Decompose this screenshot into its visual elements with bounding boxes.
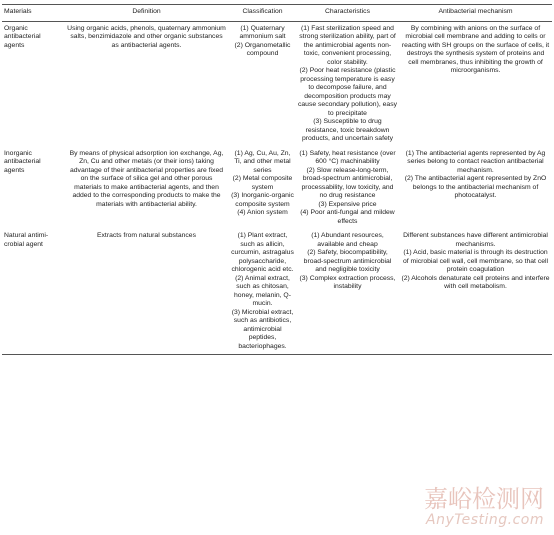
definition-cell: Using organic acids, phenols, quaternary ammonium salts, benzimidazole and other organic substances as antibacterial agents. xyxy=(67,24,226,49)
mechanism-cell xyxy=(399,226,552,355)
classification-item: (3) Microbial extract, such as antibiotics, antimicrobial peptides, bacteriophages. xyxy=(231,308,294,350)
mechanism-item: Different substances have different antimicrobial mechanisms. xyxy=(403,232,548,248)
header-characteristics: Characteristics xyxy=(296,5,399,22)
header-materials: Materials xyxy=(2,5,64,22)
mechanism-item: (1) The antibacterial agents represented by Ag series belong to contact reaction antibacterial mechanism. xyxy=(405,149,546,174)
table-row xyxy=(2,144,552,227)
characteristics-item: (2) Poor heat resistance (plastic processing temperature is easy to decompose failure, and decomposition products may cause secondary pollution), easy to precipitate xyxy=(298,67,397,117)
material-cell: Organic antibacterial agents xyxy=(4,24,41,49)
classification-item: (1) Plant extract, such as allicin, curcumin, astragalus polysaccharide, chlorogenic acid etc. xyxy=(231,232,294,274)
antibacterial-agents-table xyxy=(2,4,552,355)
classification-cell xyxy=(229,226,296,355)
table-header-row xyxy=(2,5,552,22)
classification-item: (2) Animal extract, such as chitosan, honey, melanin, Q-mucin. xyxy=(234,274,291,308)
header-mechanism: Antibacterial mechanism xyxy=(399,5,552,22)
characteristics-item: (2) Slow release-long-term, broad-spectrum antimicrobial, processability, low toxicity, and no drug resistance xyxy=(301,166,394,200)
header-definition: Definition xyxy=(64,5,229,22)
mechanism-item: By combining with anions on the surface of microbial cell membrane and adding to cells or reacting with SH groups on the surface of cells, it destroys the synthesis system of proteins and cell membranes, thus inhibiting the growth of microorganisms. xyxy=(401,24,550,75)
table-row xyxy=(2,226,552,355)
characteristics-item: (1) Fast sterilization speed and strong sterilization ability, part of the antimicrobial agents non-toxic, convenient processing, color stability. xyxy=(299,24,396,66)
classification-item: (2) Organometallic compound xyxy=(234,41,291,58)
classification-item: (3) Inorganic-organic composite system xyxy=(231,192,294,208)
watermark-url: AnyTesting.com xyxy=(426,512,544,528)
characteristics-cell xyxy=(296,21,399,144)
header-classification: Classification xyxy=(229,5,296,22)
mechanism-cell xyxy=(399,21,552,144)
characteristics-item: (2) Safety, biocompatibility, broad-spectrum antimicrobial and negligible toxicity xyxy=(303,249,392,274)
characteristics-item: (3) Expensive price xyxy=(318,200,377,208)
characteristics-item: (3) Susceptible to drug resistance, toxic breakdown products, and uncertain safety xyxy=(301,118,394,143)
mechanism-item: (2) Alcohols denaturate cell proteins and interfere with cell metabolism. xyxy=(401,274,550,291)
characteristics-item: (1) Safety, heat resistance (over 600 °C) machinability xyxy=(299,149,396,166)
table-row xyxy=(2,21,552,144)
classification-item: (1) Ag, Cu, Au, Zn, Ti, and other metal series xyxy=(234,149,291,174)
classification-item: (1) Quaternary ammonium salt xyxy=(239,24,286,41)
definition-cell: Extracts from natural substances xyxy=(64,226,229,355)
characteristics-cell xyxy=(296,144,399,227)
classification-item: (4) Anion system xyxy=(237,209,288,217)
watermark-chinese: 嘉峪检测网 xyxy=(424,485,544,513)
characteristics-item: (1) Abundant resources, available and cheap xyxy=(311,232,384,248)
classification-item: (2) Metal composite system xyxy=(232,175,293,191)
mechanism-cell xyxy=(399,144,552,227)
mechanism-item: (1) Acid, basic material is through its destruction of microbial cell wall, cell membrane, so that cell protein coagulation xyxy=(402,249,549,274)
material-cell: Natural antimi-crobial agent xyxy=(2,226,64,355)
classification-cell xyxy=(229,144,296,227)
characteristics-cell xyxy=(296,226,399,355)
definition-cell: By means of physical adsorption ion exchange, Ag, Zn, Cu and other metals (or their ions) taking advantage of their antibacterial properties are fixed on the surface of silica gel and other porous materials to make antibacterial agents, and then added to the corresponding products to make the materials with antibacterial ability. xyxy=(69,149,224,208)
mechanism-item: (2) The antibacterial agent represented by ZnO belongs to the antibacterial mechanism of photocatalyst. xyxy=(404,175,547,200)
watermark xyxy=(424,486,544,528)
classification-cell xyxy=(229,21,296,144)
characteristics-item: (4) Poor anti-fungal and mildew effects xyxy=(300,209,395,225)
material-cell: Inorganic antibacterial agents xyxy=(4,149,41,174)
characteristics-item: (3) Complex extraction process, instability xyxy=(299,274,396,291)
